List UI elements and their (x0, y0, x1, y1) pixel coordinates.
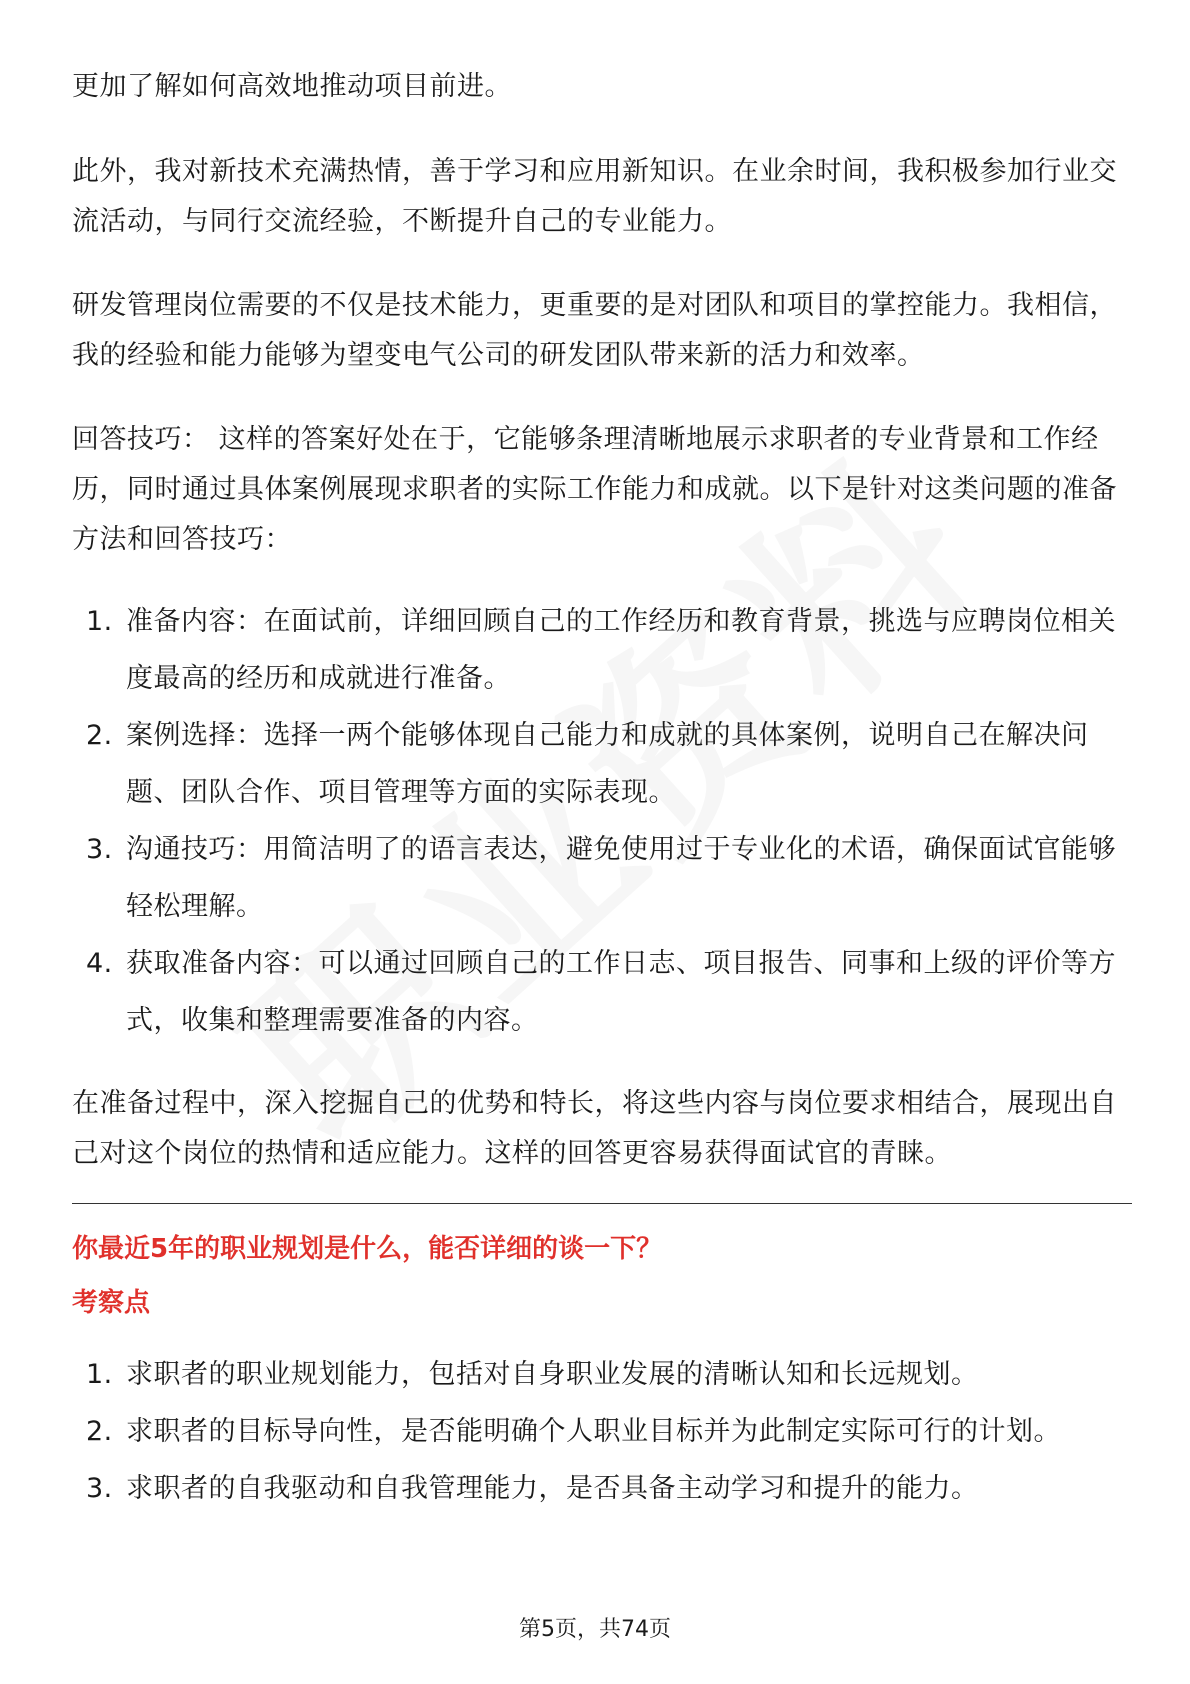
question-heading: 你最近5年的职业规划是什么，能否详细的谈一下？ (72, 1234, 663, 1264)
paragraph-closing: 在准备过程中，深入挖掘自己的优势和特长，将这些内容与岗位要求相结合，展现出自己对这个岗位的热情和适应能力。这样的回答更容易获得面试官的青睐。 (72, 1088, 1117, 1169)
document-page (72, 62, 1132, 1517)
list-item (72, 707, 1132, 821)
list-item-text: 求职者的职业规划能力，包括对自身职业发展的清晰认知和长远规划。 (126, 1359, 979, 1390)
list-number: 3. (86, 834, 113, 865)
paragraph-intro: 更加了解如何高效地推动项目前进。 (72, 71, 512, 102)
preparation-steps-list (72, 593, 1132, 1049)
list-item (72, 1403, 1132, 1460)
paragraph-management: 研发管理岗位需要的不仅是技术能力，更重要的是对团队和项目的掌控能力。我相信，我的经验和能力能够为望变电气公司的研发团队带来新的活力和效率。 (72, 290, 1117, 371)
list-number: 2. (86, 1416, 113, 1447)
list-item (72, 1460, 1132, 1517)
list-number: 1. (86, 606, 113, 637)
list-item (72, 935, 1132, 1049)
list-item-text: 求职者的自我驱动和自我管理能力，是否具备主动学习和提升的能力。 (126, 1473, 979, 1504)
page-number-footer: 第5页，共74页 (519, 1617, 671, 1642)
list-item (72, 1346, 1132, 1403)
list-item-text: 求职者的目标导向性，是否能明确个人职业目标并为此制定实际可行的计划。 (126, 1416, 1061, 1447)
subheading-assessment-points: 考察点 (72, 1288, 151, 1318)
list-item-text: 沟通技巧：用简洁明了的语言表达，避免使用过于专业化的术语，确保面试官能够轻松理解。 (126, 834, 1116, 922)
section-divider (72, 1203, 1132, 1204)
list-item-text: 案例选择：选择一两个能够体现自己能力和成就的具体案例，说明自己在解决问题、团队合作、项目管理等方面的实际表现。 (126, 720, 1089, 808)
list-number: 2. (86, 720, 113, 751)
paragraph-enthusiasm: 此外，我对新技术充满热情，善于学习和应用新知识。在业余时间，我积极参加行业交流活动，与同行交流经验，不断提升自己的专业能力。 (72, 156, 1117, 237)
list-item (72, 593, 1132, 707)
list-item-text: 获取准备内容：可以通过回顾自己的工作日志、项目报告、同事和上级的评价等方式，收集和整理需要准备的内容。 (126, 948, 1116, 1036)
list-number: 3. (86, 1473, 113, 1504)
list-item (72, 821, 1132, 935)
list-number: 4. (86, 948, 113, 979)
list-item-text: 准备内容：在面试前，详细回顾自己的工作经历和教育背景，挑选与应聘岗位相关度最高的经历和成就进行准备。 (126, 606, 1116, 694)
assessment-points-list (72, 1346, 1132, 1517)
paragraph-answer-tips: 回答技巧： 这样的答案好处在于，它能够条理清晰地展示求职者的专业背景和工作经历，同时通过具体案例展现求职者的实际工作能力和成就。以下是针对这类问题的准备方法和回答技巧： (72, 424, 1117, 555)
list-number: 1. (86, 1359, 113, 1390)
